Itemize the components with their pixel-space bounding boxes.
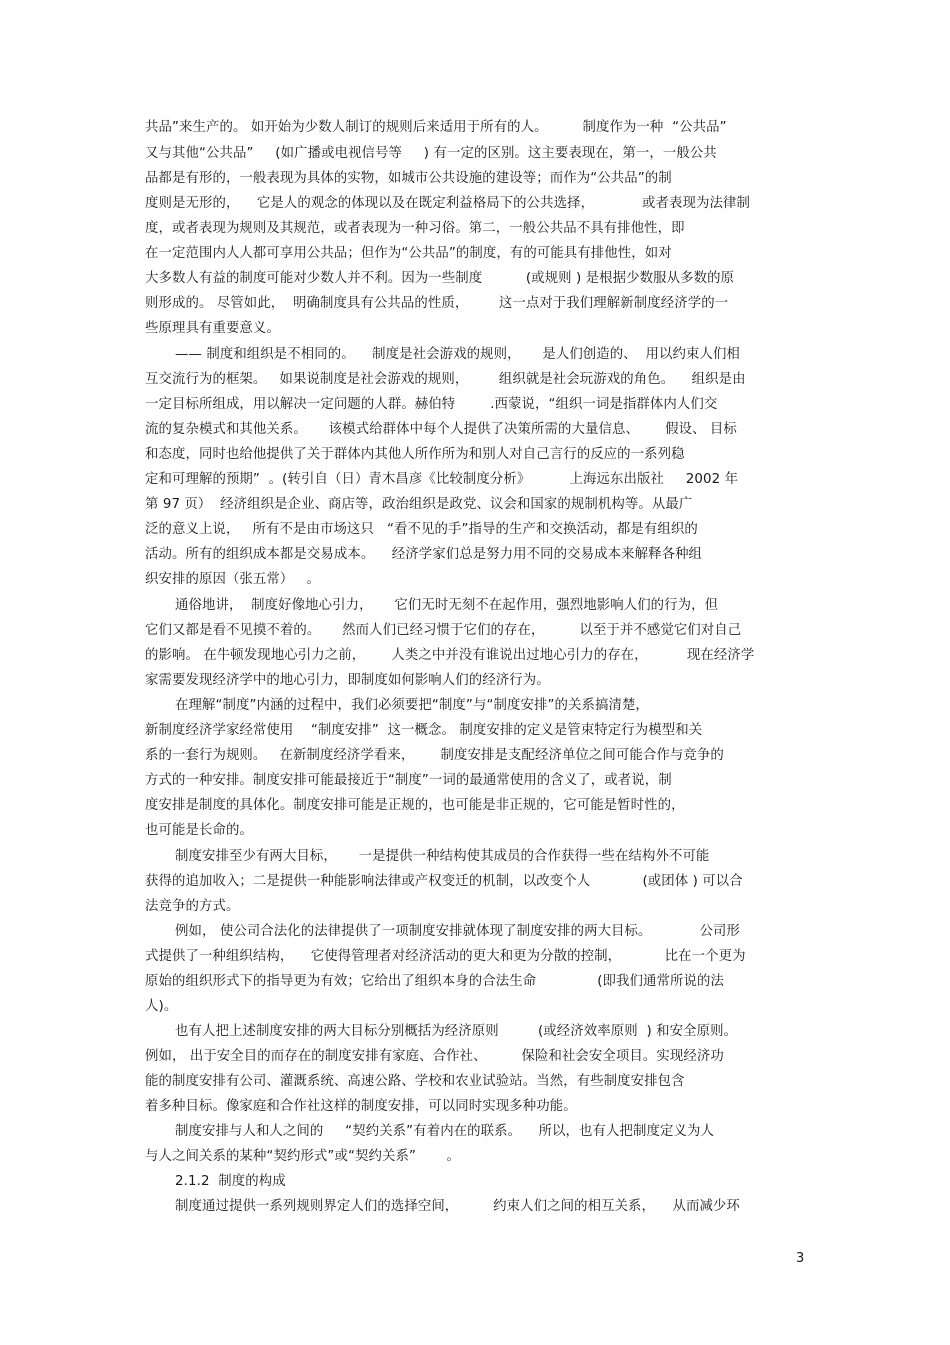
text-line: 度，或者表现为规则及其规范，或者表现为一种习俗。第二，一般公共品不具有排他性，即 (145, 221, 685, 236)
text-line: 式提供了一种组织结构， 它使得管理者对经济活动的更大和更为分散的控制， 比在一个更为 (145, 949, 746, 964)
text-line: 例如， 出于安全目的而存在的制度安排有家庭、合作社、 保险和社会安全项目。实现经济功 (145, 1049, 724, 1064)
text-line: 例如， 使公司合法化的法律提供了一项制度安排就体现了制度安排的两大目标。 公司形 (175, 924, 740, 939)
text-line: 新制度经济学家经常使用 “制度安排” 这一概念。 制度安排的定义是管束特定行为模型和关 (145, 723, 703, 738)
text-line: 度安排是制度的具体化。制度安排可能是正规的，也可能是非正规的，它可能是暂时性的， (145, 798, 685, 813)
text-line: 通俗地讲， 制度好像地心引力， 它们无时无刻不在起作用，强烈地影响人们的行为，但 (175, 598, 719, 613)
text-line: 方式的一种安排。制度安排可能最接近于“制度”一词的最通常使用的含义了，或者说，制 (145, 773, 672, 788)
text-line: 共品”来生产的。 如开始为少数人制订的规则后来适用于所有的人。 制度作为一种 “公共品” (145, 120, 727, 135)
text-line: 定和可理解的预期” 。(转引自（日）青木昌彦《比较制度分析》 上海远东出版社 2002 年 (145, 472, 739, 487)
text-line: 它们又都是看不见摸不着的。 然而人们已经习惯于它们的存在， 以至于并不感觉它们对自己 (145, 623, 742, 638)
text-line: 着多种目标。像家庭和合作社这样的制度安排，可以同时实现多种功能。 (145, 1099, 577, 1114)
text-line: 品都是有形的，一般表现为具体的实物，如城市公共设施的建设等；而作为“公共品”的制 (145, 171, 672, 186)
text-line: 则形成的。 尽管如此， 明确制度具有公共品的性质， 这一点对于我们理解新制度经济学的一 (145, 296, 729, 311)
text-line: 和态度，同时也给他提供了关于群体内其他人所作所为和别人对自己言行的反应的一系列稳 (145, 447, 685, 462)
text-line: 些原理具有重要意义。 (145, 321, 280, 336)
text-line: 在理解“制度”内涵的过程中，我们必须要把“制度”与“制度安排”的关系搞清楚， (175, 698, 649, 713)
text-line: 制度安排与人和人之间的 “契约关系”有着内在的联系。 所以，也有人把制度定义为人 (175, 1124, 714, 1139)
text-line: 大多数人有益的制度可能对少数人并不利。因为一些制度 (或规则 ) 是根据少数服从多数的原 (145, 271, 735, 286)
text-line: 也可能是长命的。 (145, 823, 253, 838)
text-line: 在一定范围内人人都可享用公共品；但作为“公共品”的制度，有的可能具有排他性，如对 (145, 246, 672, 261)
text-line: —— 制度和组织是不相同的。 制度是社会游戏的规则， 是人们创造的、 用以约束人们相 (175, 347, 740, 362)
text-line: 也有人把上述制度安排的两大目标分别概括为经济原则 (或经济效率原则 ) 和安全原则。 (175, 1024, 738, 1039)
text-line: 原始的组织形式下的指导更为有效；它给出了组织本身的合法生命 (即我们通常所说的法 (145, 974, 724, 989)
text-line: 制度安排至少有两大目标， 一是提供一种结构使其成员的合作获得一些在结构外不可能 (175, 849, 710, 864)
text-line: 度则是无形的， 它是人的观念的体现以及在既定利益格局下的公共选择， 或者表现为法律制 (145, 196, 750, 211)
text-line: 家需要发现经济学中的地心引力，即制度如何影响人们的经济行为。 (145, 673, 550, 688)
text-line: 第 97 页） 经济组织是企业、商店等，政治组织是政党、议会和国家的规制机构等。从最广 (145, 497, 693, 512)
text-line: 一定目标所组成，用以解决一定问题的人群。赫伯特 .西蒙说，“组织一词是指群体内人们交 (145, 397, 718, 412)
text-line: 获得的追加收入；二是提供一种能影响法律或产权变迁的机制，以改变个人 (或团体 ) 可以合 (145, 874, 743, 889)
text-line: 泛的意义上说， 所有不是由市场这只 “看不见的手”指导的生产和交换活动，都是有组织的 (145, 522, 698, 537)
text-line: 的影响。 在牛顿发现地心引力之前， 人类之中并没有谁说出过地心引力的存在， 现在经济学 (145, 648, 755, 663)
text-line: 人)。 (145, 999, 178, 1014)
text-line: 能的制度安排有公司、灌溉系统、高速公路、学校和农业试验站。当然，有些制度安排包含 (145, 1074, 685, 1089)
text-line: 织安排的原因（张五常） 。 (145, 572, 320, 587)
text-line: 法竞争的方式。 (145, 899, 240, 914)
text-line: 活动。所有的组织成本都是交易成本。 经济学家们总是努力用不同的交易成本来解释各种组 (145, 547, 703, 562)
section-heading: 2.1.2 制度的构成 (175, 1174, 286, 1189)
text-line: 流的复杂模式和其他关系。 该模式给群体中每个人提供了决策所需的大量信息、 假设、 目标 (145, 422, 737, 437)
text-line: 制度通过提供一系列规则界定人们的选择空间， 约束人们之间的相互关系， 从而减少环 (175, 1199, 740, 1214)
text-line: 互交流行为的框架。 如果说制度是社会游戏的规则， 组织就是社会玩游戏的角色。 组织是由 (145, 372, 746, 387)
text-line: 又与其他“公共品” (如广播或电视信号等 ) 有一定的区别。这主要表现在，第一，一般公共 (145, 146, 717, 161)
text-line: 与人之间关系的某种“契约形式”或“契约关系” 。 (145, 1149, 460, 1164)
page-number: 3 (796, 1251, 805, 1266)
text-line: 系的一套行为规则。 在新制度经济学看来， 制度安排是支配经济单位之间可能合作与竞争的 (145, 748, 724, 763)
